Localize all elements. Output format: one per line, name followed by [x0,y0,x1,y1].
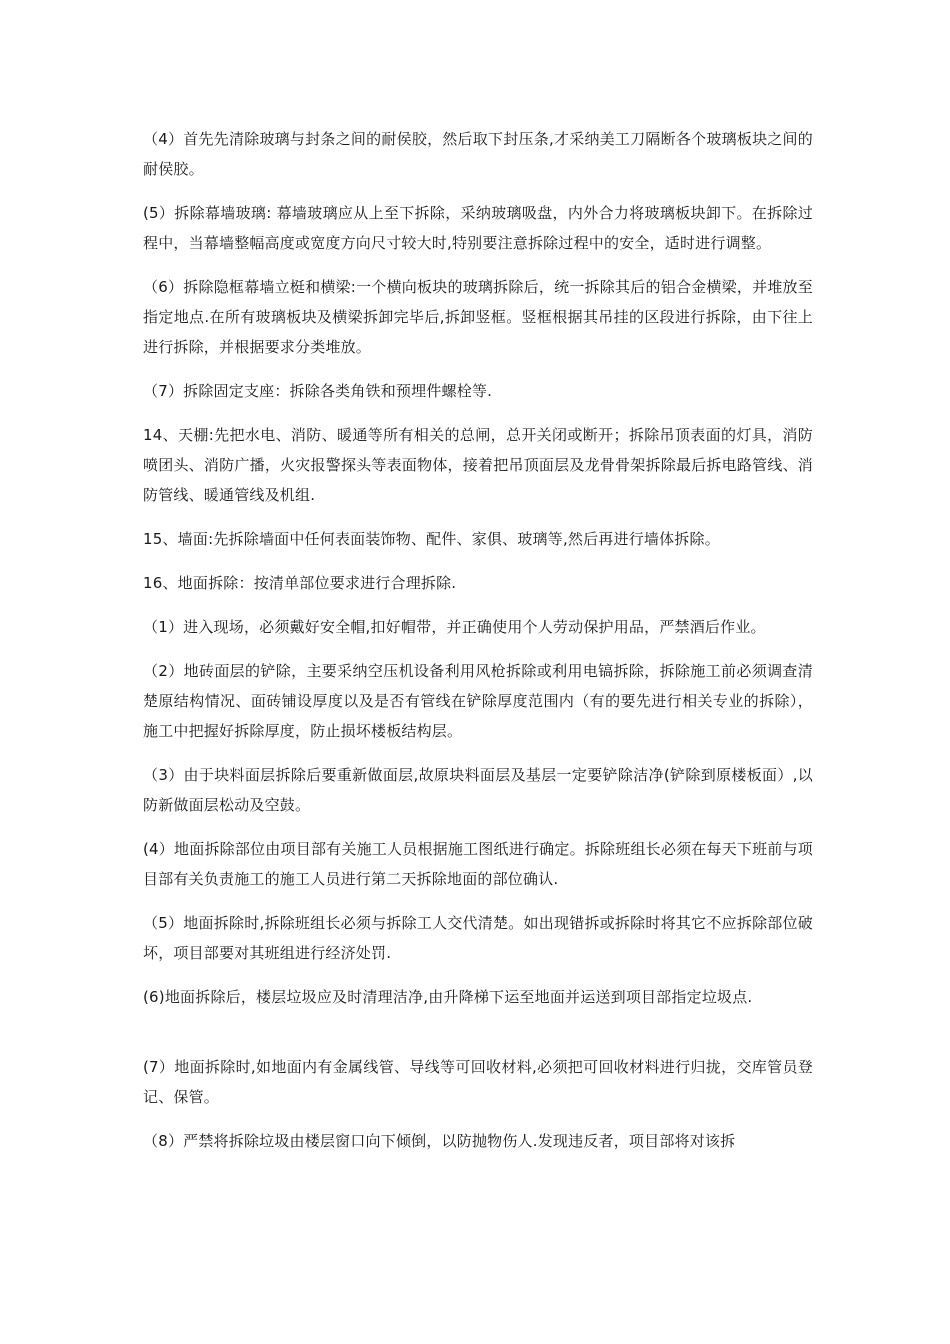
paragraph-tile-removal: （2）地砖面层的铲除，主要采纳空压机设备利用风枪拆除或利用电镐拆除，拆除施工前必须调查清楚原结构情况、面砖铺设厚度以及是否有管线在铲除厚度范围内（有的要先进行相关专业的拆除），施工中把握好拆除厚度，防止损坏楼板结构层。 [143,662,813,740]
paragraph-floor-safety: （1）进入现场，必须戴好安全帽,扣好帽带，并正确使用个人劳动保护用品，严禁酒后作业。 [143,618,766,636]
paragraph-floor-location: (4）地面拆除部位由项目部有关施工人员根据施工图纸进行确定。拆除班组长必须在每天下班前与项目部有关负责施工的施工人员进行第二天拆除地面的部位确认. [143,840,813,888]
document-body [143,124,813,1170]
paragraph-block-layer: （3）由于块料面层拆除后要重新做面层,故原块料面层及基层一定要铲除洁净(铲除到原楼板面）,以防新做面层松动及空鼓。 [143,766,813,814]
paragraph-support-removal: （7）拆除固定支座：拆除各类角铁和预埋件螺栓等. [143,382,493,400]
paragraph-wall: 15、墙面:先拆除墙面中任何表面装饰物、配件、家俱、玻璃等,然后再进行墙体拆除。 [143,530,720,548]
paragraph-glass-sealant: （4）首先先清除玻璃与封条之间的耐侯胶，然后取下封压条,才采纳美工刀隔断各个玻璃板块之间的耐侯胶。 [143,130,813,178]
paragraph-floor-instructions: （5）地面拆除时,拆除班组长必须与拆除工人交代清楚。如出现错拆或拆除时将其它不应拆除部位破坏，项目部要对其班组进行经济处罚. [143,914,813,962]
paragraph-ceiling: 14、天棚:先把水电、消防、暖通等所有相关的总闸，总开关闭或断开；拆除吊顶表面的灯具，消防喷团头、消防广播，火灾报警探头等表面物体，接着把吊顶面层及龙骨骨架拆除最后拆电路管线、消防管线、暖通管线及机组. [143,426,813,504]
paragraph-no-dumping: （8）严禁将拆除垃圾由楼层窗口向下倾倒，以防抛物伤人.发现违反者，项目部将对该拆 [143,1132,736,1150]
paragraph-recyclable: (7）地面拆除时,如地面内有金属线管、导线等可回收材料,必须把可回收材料进行归拢，交库管员登记、保管。 [143,1058,813,1106]
paragraph-curtain-glass-removal: (5）拆除幕墙玻璃: 幕墙玻璃应从上至下拆除，采纳玻璃吸盘，内外合力将玻璃板块卸下。在拆除过程中，当幕墙整幅高度或宽度方向尺寸较大时,特别要注意拆除过程中的安全，适时进行调整。 [143,204,813,252]
paragraph-mullion-beam-removal: （6）拆除隐框幕墙立梃和横梁:一个横向板块的玻璃拆除后，统一拆除其后的铝合金横梁，并堆放至指定地点.在所有玻璃板块及横梁拆卸完毕后,拆卸竖框。竖框根据其吊挂的区段进行拆除，由下往上进行拆除，并根据要求分类堆放。 [143,278,813,356]
paragraph-floor-heading: 16、地面拆除：按清单部位要求进行合理拆除. [143,574,457,592]
paragraph-floor-cleanup: (6)地面拆除后，楼层垃圾应及时清理洁净,由升降梯下运至地面并运送到项目部指定垃圾点. [143,988,753,1006]
